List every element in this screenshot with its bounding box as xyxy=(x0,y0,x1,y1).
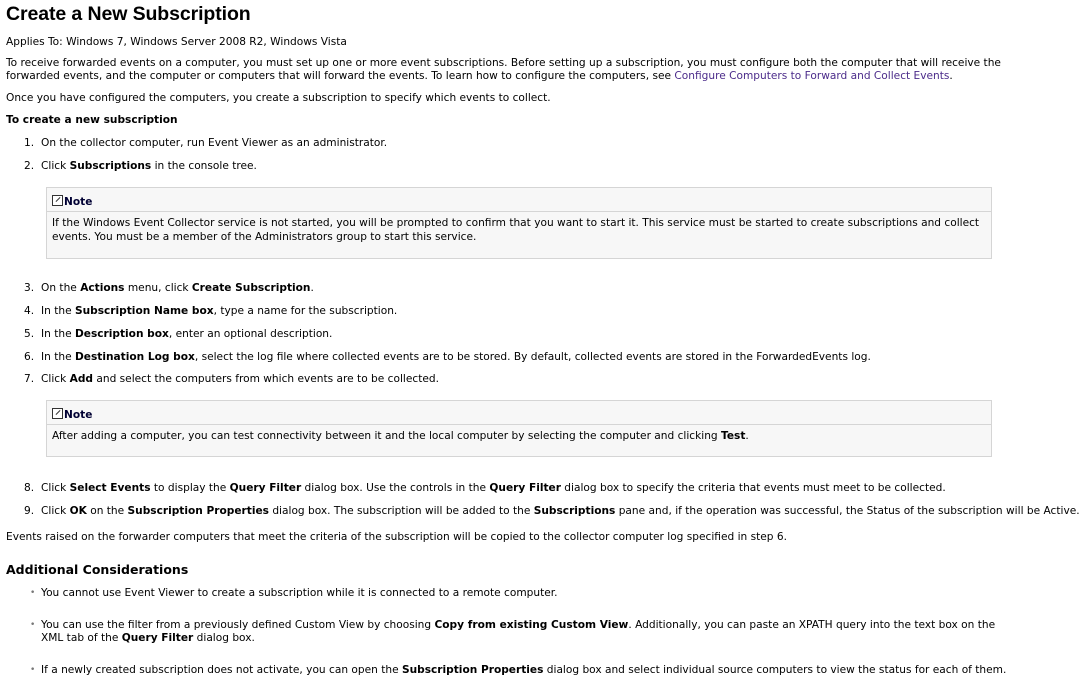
note-box-2 xyxy=(46,400,992,457)
note-label: Note xyxy=(52,194,92,208)
after-config-paragraph: Once you have configured the computers, you create a subscription to specify which events to collect. xyxy=(6,92,551,104)
bullet-icon: • xyxy=(30,588,36,598)
configure-computers-link[interactable]: Configure Computers to Forward and Collect Events xyxy=(674,70,950,82)
procedure-heading: To create a new subscription xyxy=(6,114,178,126)
events-paragraph: Events raised on the forwarder computers that meet the criteria of the subscription will be copied to the collector computer log specified in step 6. xyxy=(6,531,787,543)
note-pencil-icon xyxy=(52,195,63,206)
intro-paragraph: To receive forwarded events on a computer, you must set up one or more event subscriptions. Before setting up a subscription, you must configure both the computer that will receive the forwarded events, and the computer or computers that will forward the events. To learn how to configure the computers, see Configure Computers to Forward and Collect Events. xyxy=(6,57,1001,82)
bullet-icon: • xyxy=(30,665,36,675)
note-divider xyxy=(47,424,991,425)
note-text: After adding a computer, you can test connectivity between it and the local computer by selecting the computer and clicking Test. xyxy=(52,430,749,442)
note-box-1 xyxy=(46,187,992,259)
note-divider xyxy=(47,211,991,212)
note-label: Note xyxy=(52,407,92,421)
bullet-icon: • xyxy=(30,620,36,630)
note-pencil-icon xyxy=(52,408,63,419)
applies-to: Applies To: Windows 7, Windows Server 2008 R2, Windows Vista xyxy=(6,36,347,48)
additional-heading: Additional Considerations xyxy=(6,562,189,577)
page-title: Create a New Subscription xyxy=(6,3,251,25)
note-text: If the Windows Event Collector service is not started, you will be prompted to confirm that you want to start it. This service must be started to create subscriptions and collect events. You must be a member of the Administrators group to start this service. xyxy=(52,217,980,243)
